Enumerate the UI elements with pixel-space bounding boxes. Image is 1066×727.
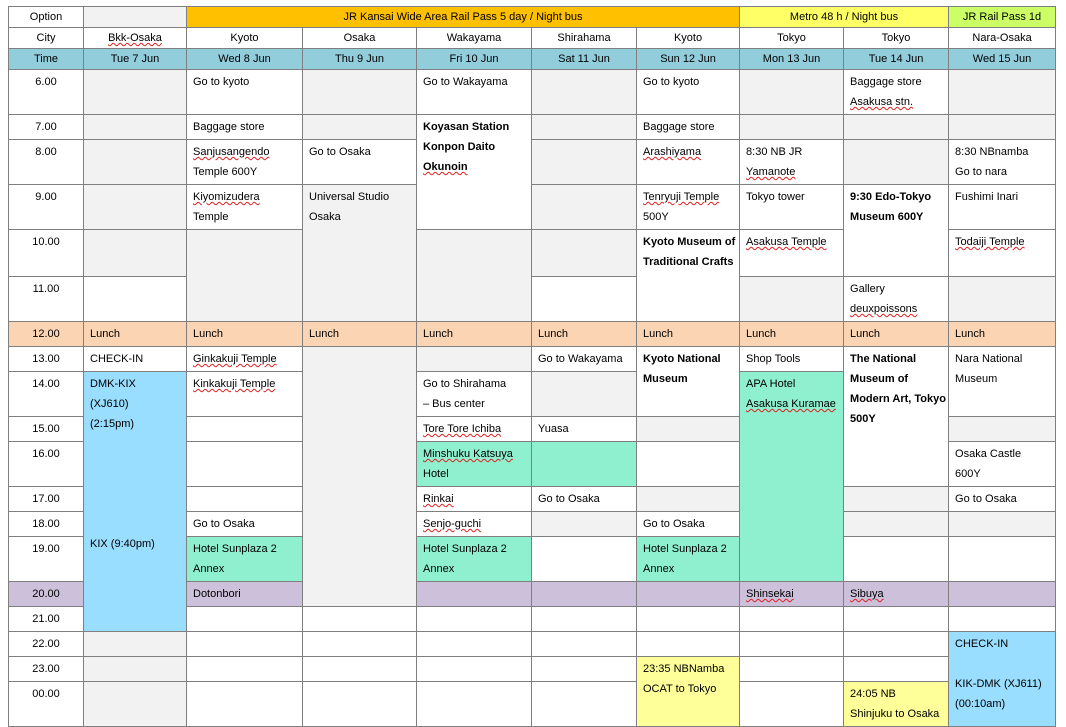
event-cell [532,347,637,372]
empty-cell [187,230,303,322]
event-text: Universal Studio [309,191,390,203]
event-cell [532,487,637,512]
hotel-cell [417,537,532,582]
empty-cell [187,607,303,632]
event-text: Traditional Crafts [643,256,734,268]
event-text: Kinkakuji Temple [193,378,276,390]
event-cell [303,185,417,322]
date-cell: Tue 14 Jun [844,49,949,70]
empty-cell [844,512,949,537]
pass-jr-rail: JR Rail Pass 1d [949,7,1056,28]
empty-cell [949,115,1056,140]
city-cell: Tokyo [740,28,844,49]
event-text: Go to kyoto [193,76,250,88]
empty-cell [84,632,187,657]
time-cell: 6.00 [9,70,84,115]
event-cell [949,140,1056,185]
event-text: (00:10am) [955,698,1006,710]
event-cell [740,582,844,607]
event-text: Go to Osaka [955,493,1017,505]
empty-cell [303,607,417,632]
itinerary-table [8,6,1056,727]
event-text: 600Y [955,468,981,480]
city-name: Bkk-Osaka [108,32,162,44]
event-text: Hotel Sunplaza 2 [423,543,507,555]
date-cell: Fri 10 Jun [417,49,532,70]
night-bus-cell [637,657,740,727]
event-cell [949,230,1056,277]
event-text: Rinkai [423,493,454,505]
event-text: Asakusa stn. [850,96,914,108]
event-text: Baggage store [193,121,265,133]
event-cell [187,512,303,537]
event-cell [949,347,1056,417]
empty-cell [84,7,187,28]
event-cell [844,277,949,322]
event-text: 9:30 Edo-Tokyo [850,191,932,203]
time-cell: 8.00 [9,140,84,185]
pass-metro: Metro 48 h / Night bus [740,7,949,28]
empty-cell [532,632,637,657]
city-cell: Shirahama [532,28,637,49]
event-text: Annex [423,563,455,575]
empty-cell [187,487,303,512]
event-text: Tore Tore Ichiba [423,423,502,435]
time-cell: 11.00 [9,277,84,322]
empty-cell [844,487,949,512]
event-text: 23:35 NBNamba [643,663,725,675]
empty-cell [303,682,417,727]
empty-cell [532,657,637,682]
event-cell [417,115,532,230]
pass-row [9,7,1056,28]
event-cell [637,230,740,322]
time-cell: 7.00 [9,115,84,140]
event-text: Temple [193,211,229,223]
empty-cell [844,537,949,582]
event-text: Senjo-guchi [423,518,482,530]
event-cell [532,417,637,442]
event-text: Ginkakuji Temple [193,353,277,365]
empty-cell [417,682,532,727]
city-cell: Kyoto [637,28,740,49]
event-cell [417,512,532,537]
event-text: Sanjusangendo [193,146,270,158]
event-cell [187,115,303,140]
empty-cell [303,347,417,607]
empty-cell [187,632,303,657]
event-text: APA Hotel [746,378,796,390]
event-text: Temple 600Y [193,166,258,178]
event-text: CHECK-IN [955,638,1009,650]
date-cell: Sun 12 Jun [637,49,740,70]
time-cell: 21.00 [9,607,84,632]
empty-cell [949,70,1056,115]
event-text: (XJ610) [90,398,129,410]
event-text: Hotel Sunplaza 2 [193,543,277,555]
empty-cell [532,682,637,727]
empty-cell [637,417,740,442]
empty-cell [637,487,740,512]
lunch-cell: Lunch [417,322,532,347]
hotel-cell [532,442,637,487]
event-text: Yuasa [538,423,569,435]
empty-cell [187,417,303,442]
empty-cell [532,277,637,322]
time-cell: 13.00 [9,347,84,372]
time-row [9,657,1056,682]
event-cell [740,347,844,372]
time-row [9,632,1056,657]
event-text: The National [850,353,917,365]
empty-cell [949,417,1056,442]
event-cell [740,230,844,277]
city-cell: Osaka [303,28,417,49]
city-cell: Kyoto [187,28,303,49]
city-cell: Tokyo [844,28,949,49]
event-cell [417,70,532,115]
event-cell [637,115,740,140]
event-text: Arashiyama [643,146,702,158]
event-cell [844,347,949,487]
empty-cell [740,657,844,682]
empty-cell [844,140,949,185]
empty-cell [740,115,844,140]
empty-cell [417,607,532,632]
empty-cell [84,230,187,277]
event-cell [187,140,303,185]
event-text: Museum [955,373,998,385]
time-cell: 15.00 [9,417,84,442]
empty-cell [417,347,532,372]
empty-cell [844,657,949,682]
empty-cell [303,115,417,140]
lunch-cell: Lunch [740,322,844,347]
event-text: Asakusa Temple [746,236,827,248]
event-text: Shinjuku to Osaka [850,708,940,720]
city-row [9,28,1056,49]
event-cell [844,185,949,277]
empty-cell [84,140,187,185]
lunch-cell: Lunch [532,322,637,347]
empty-cell [532,607,637,632]
event-text: Dotonbori [193,588,241,600]
event-cell [637,347,740,417]
date-cell: Mon 13 Jun [740,49,844,70]
event-text: Museum 600Y [850,211,924,223]
event-cell [187,582,303,607]
time-row [9,347,1056,372]
lunch-row [9,322,1056,347]
event-cell [740,185,844,230]
city-cell: Wakayama [417,28,532,49]
time-cell: 17.00 [9,487,84,512]
event-cell [844,70,949,115]
empty-cell [532,115,637,140]
empty-cell [303,657,417,682]
empty-cell [637,632,740,657]
event-text: Tenryuji Temple [643,191,720,203]
event-text: Osaka Castle [955,448,1022,460]
city-cell [84,28,187,49]
event-text: Museum of [850,373,909,385]
event-text: Go to kyoto [643,76,700,88]
date-cell: Wed 8 Jun [187,49,303,70]
event-text: Hotel Sunplaza 2 [643,543,727,555]
night-bus-cell [844,682,949,727]
event-text: deuxpoissons [850,303,918,315]
time-row [9,682,1056,727]
time-cell: 16.00 [9,442,84,487]
event-text: Kyoto National [643,353,721,365]
event-cell [637,140,740,185]
time-cell: 12.00 [9,322,84,347]
date-cell: Thu 9 Jun [303,49,417,70]
event-text: Baggage store [850,76,922,88]
time-cell: 14.00 [9,372,84,417]
lunch-cell: Lunch [187,322,303,347]
event-text: Modern Art, Tokyo [850,393,946,405]
time-cell: 00.00 [9,682,84,727]
event-text: – Bus center [423,398,485,410]
empty-cell [84,657,187,682]
event-cell [844,582,949,607]
event-text: 24:05 NB [850,688,896,700]
empty-cell [637,442,740,487]
empty-cell [532,582,637,607]
time-row [9,70,1056,115]
empty-cell [532,140,637,185]
event-cell [187,372,303,417]
event-text: Minshuku Katsuya [423,448,513,460]
empty-cell [949,607,1056,632]
event-text: 500Y [643,211,669,223]
event-text: KIK-DMK (XJ611) [955,678,1042,690]
event-text: Go to Osaka [643,518,705,530]
lunch-cell: Lunch [844,322,949,347]
empty-cell [532,372,637,417]
event-text: Okunoin [423,161,468,173]
event-cell [637,185,740,230]
date-cell: Tue 7 Jun [84,49,187,70]
empty-cell [949,537,1056,582]
empty-cell [740,682,844,727]
event-text: (2:15pm) [90,418,135,430]
empty-cell [949,512,1056,537]
time-label: Time [9,49,84,70]
empty-cell [949,277,1056,322]
date-row [9,49,1056,70]
lunch-cell: Lunch [303,322,417,347]
event-text: Baggage store [643,121,715,133]
event-cell [417,417,532,442]
event-text: Go to Shirahama [423,378,507,390]
empty-cell [532,230,637,277]
event-cell [187,185,303,230]
pass-jr-kansai: JR Kansai Wide Area Rail Pass 5 day / Night bus [187,7,740,28]
event-text: Go to Osaka [309,146,371,158]
empty-cell [844,632,949,657]
lunch-cell: Lunch [637,322,740,347]
event-text: Shinsekai [746,588,794,600]
event-cell [303,140,417,185]
flight-cell [949,632,1056,727]
time-cell: 10.00 [9,230,84,277]
time-cell: 23.00 [9,657,84,682]
empty-cell [532,70,637,115]
empty-cell [740,607,844,632]
empty-cell [303,632,417,657]
event-text: Osaka [309,211,341,223]
event-text: 500Y [850,413,876,425]
date-cell: Sat 11 Jun [532,49,637,70]
time-cell: 20.00 [9,582,84,607]
event-text: Go to Wakayama [538,353,623,365]
city-label: City [9,28,84,49]
empty-cell [532,512,637,537]
event-cell [417,372,532,417]
event-text: Yamanote [746,166,796,178]
lunch-cell: Lunch [949,322,1056,347]
event-text: Go to nara [955,166,1008,178]
event-cell [949,442,1056,487]
event-text: Shop Tools [746,353,801,365]
empty-cell [417,632,532,657]
event-text: 8:30 NBnamba [955,146,1029,158]
event-text: Museum [643,373,688,385]
empty-cell [303,70,417,115]
empty-cell [84,70,187,115]
time-cell: 22.00 [9,632,84,657]
time-cell: 18.00 [9,512,84,537]
option-label: Option [9,7,84,28]
event-cell [949,185,1056,230]
empty-cell [844,115,949,140]
empty-cell [637,582,740,607]
event-text: OCAT to Tokyo [643,683,717,695]
empty-cell [417,230,532,322]
event-cell [949,487,1056,512]
event-text: CHECK-IN [90,353,144,365]
event-cell [740,140,844,185]
event-text: DMK-KIX [90,378,136,390]
event-cell [637,70,740,115]
event-text: Kyoto Museum of [643,236,736,248]
city-cell: Nara-Osaka [949,28,1056,49]
hotel-cell [637,537,740,582]
event-text: Todaiji Temple [955,236,1025,248]
flight-cell [84,372,187,632]
event-text: Kiyomizudera [193,191,260,203]
event-text: Koyasan Station [423,121,510,133]
empty-cell [417,582,532,607]
empty-cell [84,682,187,727]
empty-cell [532,185,637,230]
event-text: Go to Osaka [193,518,255,530]
time-row [9,115,1056,140]
empty-cell [844,607,949,632]
event-text: Asakusa Kuramae [746,398,836,410]
event-text: Konpon Daito [423,141,496,153]
lunch-cell: Lunch [84,322,187,347]
date-cell: Wed 15 Jun [949,49,1056,70]
hotel-cell [740,372,844,582]
event-text: KIX (9:40pm) [90,538,155,550]
empty-cell [740,277,844,322]
time-row [9,185,1056,230]
empty-cell [187,442,303,487]
empty-cell [740,632,844,657]
event-cell [84,347,187,372]
empty-cell [637,607,740,632]
empty-cell [949,582,1056,607]
event-text: Sibuya [850,588,884,600]
event-cell [187,347,303,372]
empty-cell [84,277,187,322]
event-text: Annex [643,563,675,575]
event-text: Tokyo tower [746,191,805,203]
empty-cell [84,185,187,230]
event-cell [637,512,740,537]
time-cell: 9.00 [9,185,84,230]
event-text: 8:30 NB JR [746,146,803,158]
event-cell [187,70,303,115]
event-text: Go to Osaka [538,493,600,505]
empty-cell [417,657,532,682]
hotel-cell [187,537,303,582]
time-row [9,140,1056,185]
empty-cell [740,70,844,115]
event-text: Hotel [423,468,449,480]
event-text: Go to Wakayama [423,76,508,88]
empty-cell [187,657,303,682]
event-text: Gallery [850,283,885,295]
empty-cell [532,537,637,582]
hotel-cell [417,442,532,487]
empty-cell [84,115,187,140]
event-text: Fushimi Inari [955,191,1019,203]
time-cell: 19.00 [9,537,84,582]
time-row [9,277,1056,322]
event-cell [417,487,532,512]
event-text: Nara National [955,353,1023,365]
empty-cell [187,682,303,727]
event-text: Annex [193,563,225,575]
